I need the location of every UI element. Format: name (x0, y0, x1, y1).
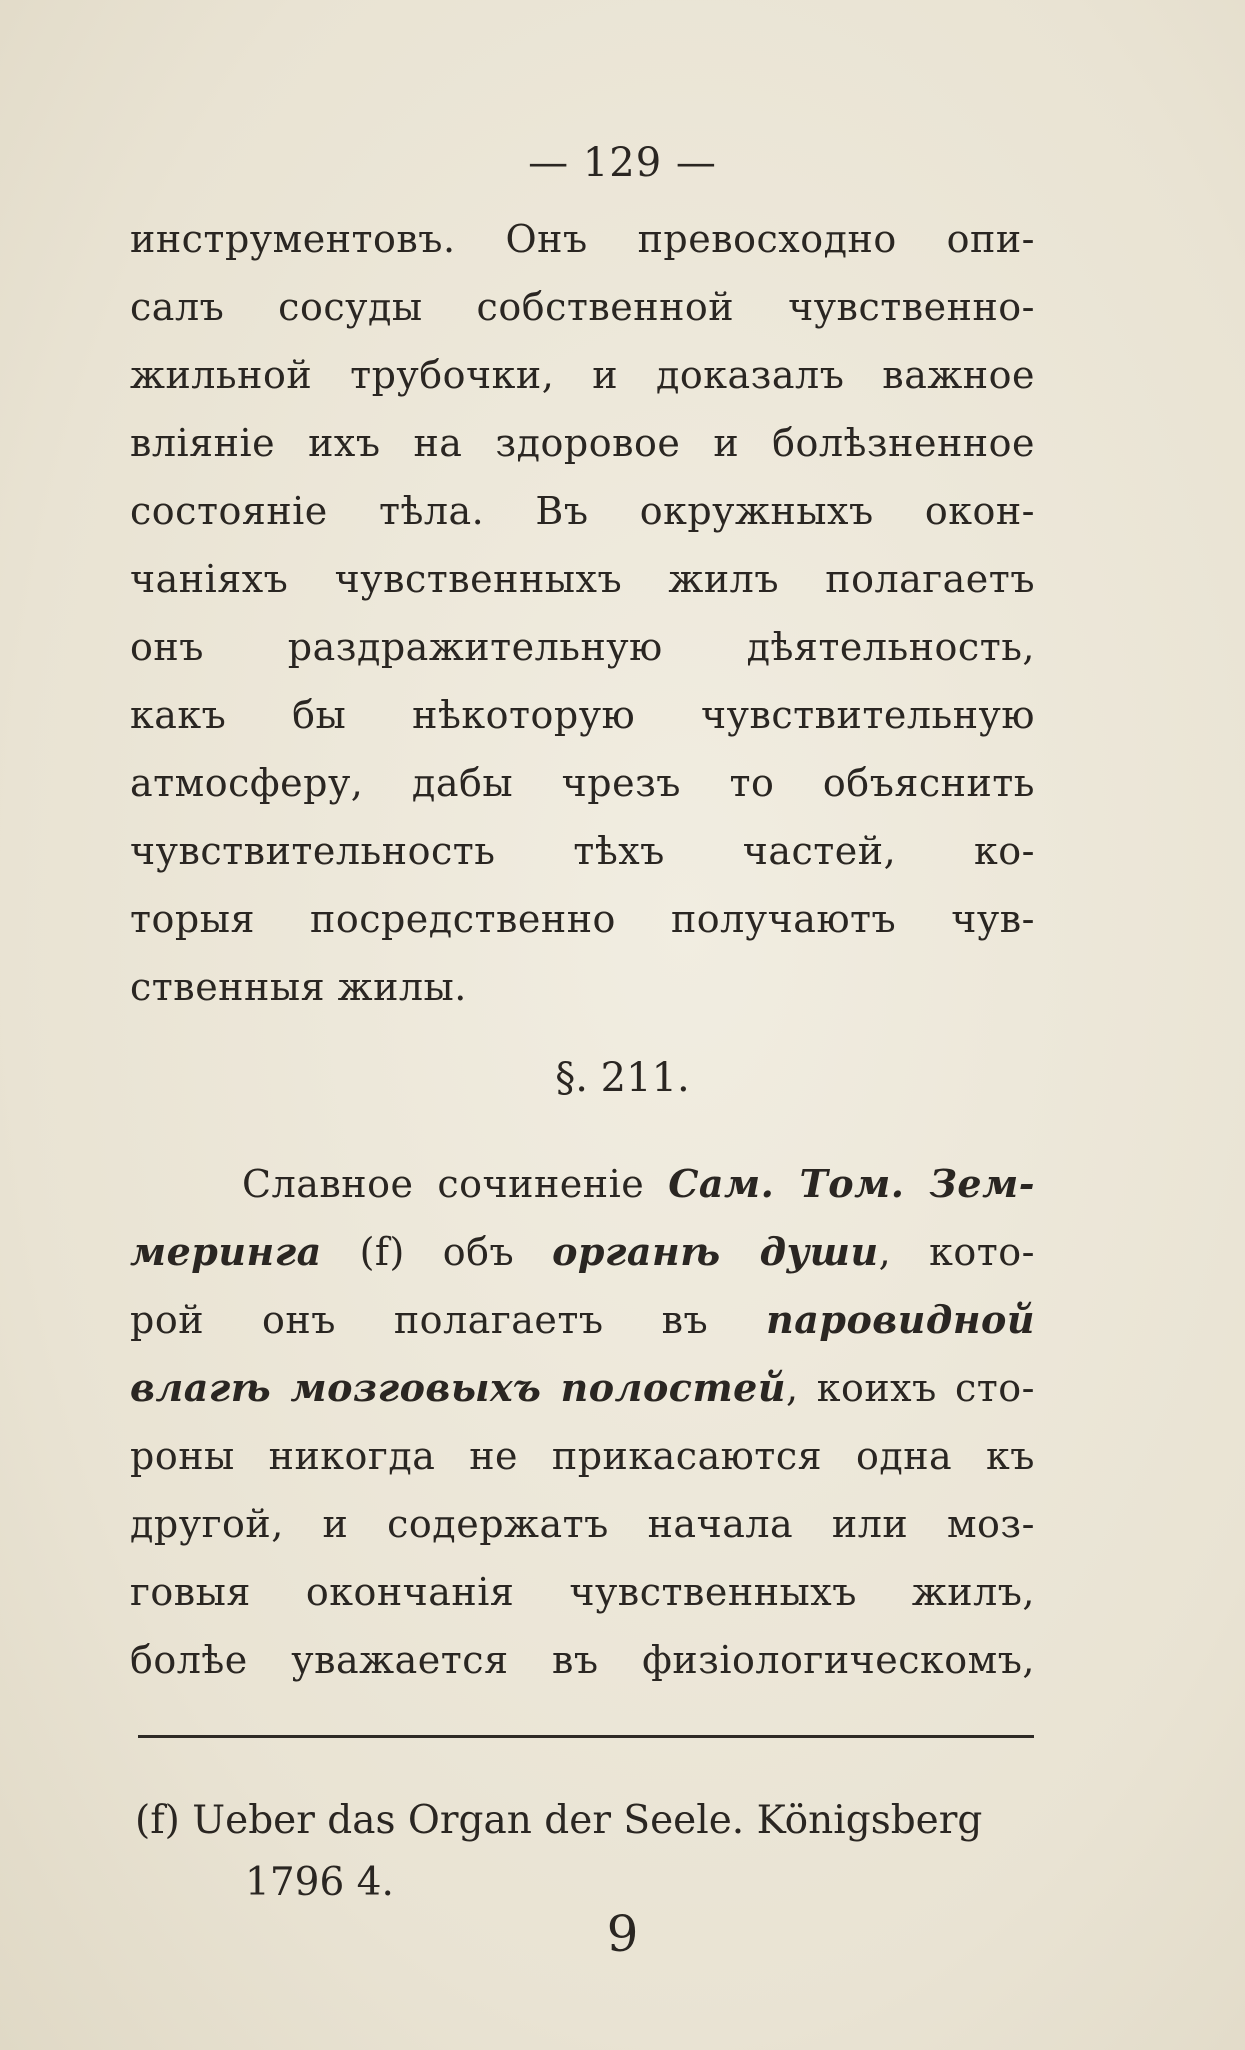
section-heading: §. 211. (555, 1055, 690, 1101)
text-line: роны никогда не прикасаются одна къ (130, 1434, 1035, 1478)
text-line: инструментовъ. Онъ превосходно опи- (130, 217, 1035, 261)
emphasis: органѣ души (552, 1229, 879, 1274)
paragraph-1 (130, 205, 1035, 1021)
text-line: какъ бы нѣкоторую чувствительную (130, 693, 1035, 737)
author-name: Сам. Том. Зем- (668, 1161, 1035, 1206)
text-line (130, 1218, 1035, 1286)
footnote (135, 1790, 1040, 1914)
text-line: салъ сосуды собственной чувственно- (130, 285, 1035, 329)
text-run: , коихъ сто- (785, 1366, 1035, 1410)
text-line (130, 1150, 1035, 1218)
footnote-line: (f) Ueber das Organ der Seele. Königsberg (135, 1798, 983, 1843)
text-line: атмосферу, дабы чрезъ то объяснить (130, 761, 1035, 805)
footnote-line: 1796 4. (245, 1860, 394, 1905)
text-line (130, 1286, 1035, 1354)
text-line: говыя окончанiя чувственныхъ жилъ, (130, 1570, 1035, 1614)
text-line: жильной трубочки, и доказалъ важное (130, 353, 1035, 397)
page-number: — 129 — (528, 140, 717, 186)
signature-mark: 9 (606, 1905, 639, 1963)
text-line: торыя посредственно получаютъ чув- (130, 897, 1035, 941)
text-line: чанiяхъ чувственныхъ жилъ полагаетъ (130, 557, 1035, 601)
footnote-divider (138, 1735, 1034, 1738)
text-line: влiянiе ихъ на здоровое и болѣзненное (130, 421, 1035, 465)
text-run: (f) объ (321, 1230, 553, 1274)
text-run: рой онъ полагаетъ въ (130, 1298, 767, 1342)
text-line: болѣе уважается въ физiологическомъ, (130, 1638, 1035, 1682)
author-name: меринга (130, 1229, 322, 1274)
text-line: состоянiе тѣла. Въ окружныхъ окон- (130, 489, 1035, 533)
text-line: другой, и содержатъ начала или моз- (130, 1502, 1035, 1546)
emphasis: паровидной (766, 1297, 1035, 1342)
text-run: , кото- (878, 1230, 1035, 1274)
text-line: чувствительность тѣхъ частей, ко- (130, 829, 1035, 873)
text-line: ственныя жилы. (130, 965, 467, 1009)
paragraph-2 (130, 1150, 1035, 1694)
text-line: онъ раздражительную дѣятельность, (130, 625, 1035, 669)
text-line (130, 1354, 1035, 1422)
text-run: Славное сочиненiе (242, 1162, 669, 1206)
emphasis: влагѣ мозговыхъ полостей (130, 1365, 786, 1410)
